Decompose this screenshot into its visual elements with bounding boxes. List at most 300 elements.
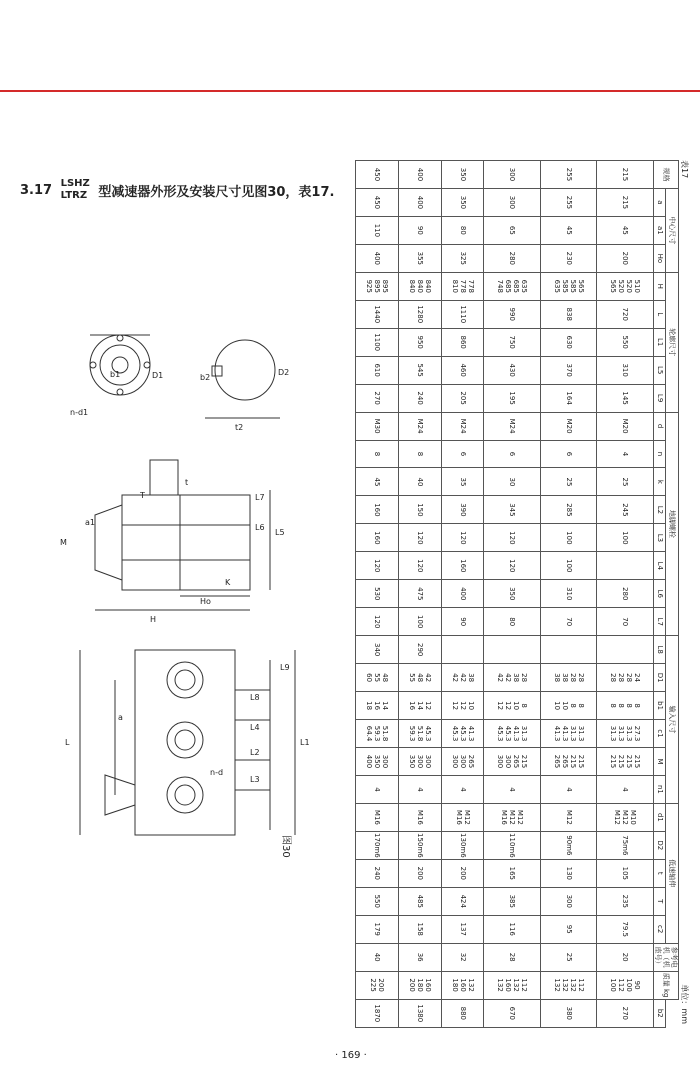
cell-value: 810: [450, 279, 459, 293]
cell-value: M12: [508, 809, 517, 825]
cell-d2: 130m6: [441, 831, 484, 859]
cell-l4: 120: [398, 552, 441, 580]
cell-value: 685: [504, 279, 513, 293]
cell-l3: 160: [356, 524, 399, 552]
cell-value: 31.3: [576, 725, 585, 742]
group-bolts: 地脚螺栓: [666, 412, 679, 636]
cell-l6: 350: [484, 580, 541, 608]
cell-n: 6: [484, 440, 541, 468]
cell-l9: 164: [540, 384, 597, 412]
cell-a: 215: [597, 188, 654, 216]
cell-l1: 630: [540, 328, 597, 356]
cell-a1: 45: [597, 216, 654, 244]
col-b2: b2: [654, 999, 667, 1027]
cell-spec: 350: [441, 161, 484, 189]
cell-ho: 200: [597, 244, 654, 272]
cell-mass: 270: [597, 999, 654, 1027]
cell-l4: 120: [356, 552, 399, 580]
cell-value: 59.3: [407, 725, 416, 742]
table-body: [356, 161, 654, 1028]
spec-table: [355, 160, 679, 1028]
cell-value: 520: [617, 279, 626, 293]
cell-value: 31.3: [520, 725, 529, 742]
cell-mass: 1380: [398, 999, 441, 1027]
cell-l6: 400: [441, 580, 484, 608]
cell-d1: [398, 664, 441, 692]
cell-value: 215: [576, 754, 585, 769]
cell-value: M10: [629, 809, 638, 825]
cell-value: 45.3: [450, 725, 459, 742]
cell-value: 31.3: [625, 725, 634, 742]
cell-b2: 20: [597, 943, 654, 971]
col-m: M: [654, 748, 667, 776]
cell-value: 45.3: [496, 725, 505, 742]
col-motor: 参考电机（机座号）: [654, 943, 679, 971]
label-L6: L6: [255, 523, 265, 532]
cell-value: 160: [504, 978, 513, 992]
cell-b1: [356, 692, 399, 720]
cell-value: 45.3: [504, 725, 513, 742]
cell-l3: 120: [441, 524, 484, 552]
cell-value: 265: [466, 754, 475, 769]
cell-l9: 270: [356, 384, 399, 412]
cell-value: M12: [621, 809, 630, 825]
cell-motor: [597, 971, 654, 999]
cell-value: 28: [576, 673, 585, 683]
col-d1: d1: [654, 803, 667, 831]
cell-l4: 120: [484, 552, 541, 580]
column-header-row: [654, 161, 667, 1028]
cell-value: 215: [609, 754, 618, 769]
cell-value: 42: [450, 673, 459, 683]
cell-spec: 300: [484, 161, 541, 189]
cell-d2: 110m6: [484, 831, 541, 859]
cell-b2: 32: [441, 943, 484, 971]
cell-t: 385: [484, 887, 541, 915]
cell-ho: 400: [356, 244, 399, 272]
cell-ho: 325: [441, 244, 484, 272]
cell-value: 28: [609, 673, 618, 683]
cell-value: 12: [450, 701, 459, 711]
cell-value: 132: [560, 978, 569, 992]
cell-l5: 370: [540, 356, 597, 384]
cell-value: 38: [512, 673, 521, 683]
cell-value: 925: [364, 279, 373, 293]
cell-l7: 90: [441, 608, 484, 636]
cell-t: 240: [356, 859, 399, 887]
figure-30: [40, 320, 340, 880]
col-l: L: [654, 300, 667, 328]
cell-t: 130: [540, 859, 597, 887]
cell-value: 8: [633, 703, 642, 708]
cell-a: 255: [540, 188, 597, 216]
label-L2: L2: [250, 748, 260, 757]
cell-m: [597, 748, 654, 776]
cell-value: 132: [512, 978, 521, 992]
cell-c1: [484, 720, 541, 748]
cell-value: 215: [633, 754, 642, 769]
cell-value: 778: [466, 279, 475, 293]
cell-value: 225: [368, 978, 377, 992]
cell-value: 28: [617, 673, 626, 683]
cell-l9: 205: [441, 384, 484, 412]
cell-l9: 240: [398, 384, 441, 412]
cell-h: [484, 272, 541, 300]
cell-value: 41.3: [552, 725, 561, 742]
cell-motor: [484, 971, 541, 999]
cell-value: M16: [500, 809, 509, 825]
cell-l5: 610: [356, 356, 399, 384]
cell-k: 35: [441, 468, 484, 496]
cell-b1: [597, 692, 654, 720]
cell-b1: [484, 692, 541, 720]
table-17-wrapper: [362, 160, 692, 1028]
cell-l3: 120: [398, 524, 441, 552]
cell-motor: [398, 971, 441, 999]
cell-n1: 4: [441, 775, 484, 803]
col-mass: 质量 kg: [654, 971, 679, 999]
cell-ho: 230: [540, 244, 597, 272]
label-L9: L9: [280, 663, 290, 672]
cell-value: 12: [458, 701, 467, 711]
cell-d1: [484, 803, 541, 831]
cell-l5: 460: [441, 356, 484, 384]
cell-value: 42: [458, 673, 467, 683]
cell-k: 25: [597, 468, 654, 496]
cell-value: M12: [613, 809, 622, 825]
cell-n: 6: [441, 440, 484, 468]
cell-value: 51.8: [380, 725, 389, 742]
cell-c1: [441, 720, 484, 748]
cell-d1: [597, 803, 654, 831]
cell-t: 485: [398, 887, 441, 915]
cell-a1: 80: [441, 216, 484, 244]
cell-t: 165: [484, 859, 541, 887]
cell-spec: 215: [597, 161, 654, 189]
cell-value: 8: [520, 703, 529, 708]
label-L7: L7: [255, 493, 265, 502]
cell-value: 215: [617, 754, 626, 769]
cell-l7: 80: [484, 608, 541, 636]
cell-value: 112: [520, 978, 529, 992]
cell-value: 215: [568, 754, 577, 769]
cell-value: 59.3: [372, 725, 381, 742]
cell-value: 180: [415, 978, 424, 992]
col-d: d: [654, 412, 667, 440]
cell-n: 8: [356, 440, 399, 468]
cell-value: 28: [568, 673, 577, 683]
cell-d2: 150m6: [398, 831, 441, 859]
table-17-rotated: [362, 160, 692, 1028]
col-d2: D2: [654, 831, 667, 859]
col-t: t: [654, 859, 667, 887]
cell-value: 510: [633, 279, 642, 293]
cell-value: 45.3: [458, 725, 467, 742]
cell-value: 778: [458, 279, 467, 293]
cell-l1: 750: [484, 328, 541, 356]
cell-d1: [441, 664, 484, 692]
cell-value: 12: [496, 701, 505, 711]
model-names: [61, 178, 90, 202]
cell-d2: 170m6: [356, 831, 399, 859]
col-a: a: [654, 188, 667, 216]
cell-value: 215: [625, 754, 634, 769]
col-k: k: [654, 468, 667, 496]
cell-a: 350: [441, 188, 484, 216]
table-unit: 单位：mm: [680, 984, 689, 1024]
cell-value: 48: [415, 673, 424, 683]
label-Ho: Ho: [200, 597, 211, 606]
cell-n: 4: [597, 440, 654, 468]
cell-value: 55: [407, 673, 416, 683]
col-h: H: [654, 272, 667, 300]
header-red-line: [0, 90, 700, 92]
cell-l2: 345: [484, 496, 541, 524]
cell-t: 200: [398, 859, 441, 887]
cell-mass: 880: [441, 999, 484, 1027]
label-D1: D1: [152, 371, 164, 380]
cell-d2: 90m6: [540, 831, 597, 859]
cell-value: 635: [552, 279, 561, 293]
col-n1: n1: [654, 775, 667, 803]
cell-value: 38: [560, 673, 569, 683]
cell-l8: [484, 636, 541, 664]
table-row: [441, 161, 484, 1028]
cell-h: [441, 272, 484, 300]
cell-value: 38: [552, 673, 561, 683]
group-center: 中心尺寸: [666, 188, 679, 272]
cell-c1: [597, 720, 654, 748]
cell-value: 55: [372, 673, 381, 683]
label-a1: a1: [85, 518, 95, 527]
cell-value: 200: [376, 978, 385, 992]
cell-d: M30: [356, 412, 399, 440]
cell-value: 18: [364, 701, 373, 711]
col-d1: D1: [654, 664, 667, 692]
cell-m: [540, 748, 597, 776]
label-T: T: [140, 491, 145, 500]
cell-n1: 4: [597, 775, 654, 803]
cell-value: 565: [576, 279, 585, 293]
label-nd: n-d: [210, 768, 224, 777]
cell-l5: 545: [398, 356, 441, 384]
cell-l4: 160: [441, 552, 484, 580]
cell-c2: 179: [356, 915, 399, 943]
cell-motor: [540, 971, 597, 999]
cell-value: 160: [458, 978, 467, 992]
cell-l6: 475: [398, 580, 441, 608]
cell-l3: 120: [484, 524, 541, 552]
cell-b2: 40: [356, 943, 399, 971]
cell-value: 16: [407, 701, 416, 711]
cell-value: M12: [516, 809, 525, 825]
cell-l4: 100: [540, 552, 597, 580]
cell-value: 132: [568, 978, 577, 992]
cell-l: 990: [484, 300, 541, 328]
cell-value: 685: [512, 279, 521, 293]
cell-l: 1280: [398, 300, 441, 328]
cell-l1: 860: [441, 328, 484, 356]
col-l6: L6: [654, 580, 667, 608]
cell-value: 8: [617, 703, 626, 708]
cell-n1: 4: [484, 775, 541, 803]
cell-spec: 400: [398, 161, 441, 189]
label-t2: t2: [235, 423, 244, 432]
col-l3: L3: [654, 524, 667, 552]
table-row: [398, 161, 441, 1028]
col-l4: L4: [654, 552, 667, 580]
table-row: [540, 161, 597, 1028]
cell-l7: 120: [356, 608, 399, 636]
cell-k: 40: [398, 468, 441, 496]
cell-l1: 550: [597, 328, 654, 356]
cell-mass: 1870: [356, 999, 399, 1027]
cell-spec: 255: [540, 161, 597, 189]
table-row: [356, 161, 399, 1028]
cell-value: 31.3: [617, 725, 626, 742]
cell-c2: 116: [484, 915, 541, 943]
cell-value: 8: [576, 703, 585, 708]
cell-value: M16: [454, 809, 463, 825]
cell-value: 895: [380, 279, 389, 293]
cell-n1: 4: [398, 775, 441, 803]
cell-d: M20: [540, 412, 597, 440]
label-nd1: n-d1: [70, 408, 89, 417]
page-number: · 169 ·: [335, 1050, 367, 1061]
cell-h: [356, 272, 399, 300]
cell-motor: [441, 971, 484, 999]
cell-ho: 355: [398, 244, 441, 272]
heading-text: 型减速器外形及安装尺寸见图30，表17.: [98, 184, 335, 200]
cell-l2: 285: [540, 496, 597, 524]
cell-value: 12: [504, 701, 513, 711]
cell-value: 300: [504, 754, 513, 769]
cell-t: 300: [540, 887, 597, 915]
cell-l9: 145: [597, 384, 654, 412]
cell-l1: 1100: [356, 328, 399, 356]
label-b2: b2: [200, 373, 211, 382]
cell-mass: 380: [540, 999, 597, 1027]
cell-l2: 150: [398, 496, 441, 524]
cell-l: 1110: [441, 300, 484, 328]
cell-value: 300: [496, 754, 505, 769]
col-c2: c2: [654, 915, 667, 943]
cell-m: [441, 748, 484, 776]
cell-a: 300: [484, 188, 541, 216]
cell-l8: 340: [356, 636, 399, 664]
cell-c1: [356, 720, 399, 748]
cell-motor: [356, 971, 399, 999]
cell-l8: [441, 636, 484, 664]
cell-value: 350: [407, 754, 416, 769]
cell-value: 41.3: [466, 725, 475, 742]
table-row: [597, 161, 654, 1028]
cell-value: 8: [568, 703, 577, 708]
cell-value: 300: [458, 754, 467, 769]
cell-value: 28: [625, 673, 634, 683]
cell-t: 235: [597, 887, 654, 915]
col-b1: b1: [654, 692, 667, 720]
cell-value: 31.3: [568, 725, 577, 742]
cell-value: 585: [568, 279, 577, 293]
cell-value: 64.4: [364, 725, 373, 742]
section-heading: [20, 178, 334, 202]
cell-c2: 137: [441, 915, 484, 943]
model-top: LSHZ: [60, 178, 90, 189]
cell-l2: 390: [441, 496, 484, 524]
cell-b1: [398, 692, 441, 720]
cell-value: 41.3: [512, 725, 521, 742]
cell-b2: 28: [484, 943, 541, 971]
cell-value: 45.3: [423, 725, 432, 742]
cell-k: 30: [484, 468, 541, 496]
cell-value: 400: [364, 754, 373, 769]
cell-value: 895: [372, 279, 381, 293]
cell-l1: 950: [398, 328, 441, 356]
col-l1: L1: [654, 328, 667, 356]
col-n: n: [654, 440, 667, 468]
cell-h: [398, 272, 441, 300]
cell-n1: 4: [540, 775, 597, 803]
col-l2: L2: [654, 496, 667, 524]
cell-d1: [356, 664, 399, 692]
cell-t: 200: [441, 859, 484, 887]
cell-c1: [398, 720, 441, 748]
cell-l7: 70: [597, 608, 654, 636]
cell-l8: 290: [398, 636, 441, 664]
col-a1: a1: [654, 216, 667, 244]
cell-value: 12: [423, 701, 432, 711]
cell-n1: 4: [356, 775, 399, 803]
drawing-svg: [40, 320, 340, 880]
cell-value: 51.8: [415, 725, 424, 742]
cell-l4: [597, 552, 654, 580]
cell-d: M20: [597, 412, 654, 440]
cell-value: 42: [423, 673, 432, 683]
label-L3: L3: [250, 775, 260, 784]
cell-b2: 25: [540, 943, 597, 971]
cell-spec: 450: [356, 161, 399, 189]
cell-m: [356, 748, 399, 776]
cell-value: 10: [466, 701, 475, 711]
cell-l7: 100: [398, 608, 441, 636]
cell-b2: 36: [398, 943, 441, 971]
cell-l6: 280: [597, 580, 654, 608]
col-l5: L5: [654, 356, 667, 384]
cell-d: M24: [484, 412, 541, 440]
cell-a1: 110: [356, 216, 399, 244]
cell-value: 132: [552, 978, 561, 992]
cell-l9: 195: [484, 384, 541, 412]
label-K: K: [225, 578, 231, 587]
cell-value: 100: [609, 978, 618, 992]
cell-d1: [540, 803, 597, 831]
cell-a1: 90: [398, 216, 441, 244]
label-H: H: [150, 615, 157, 624]
cell-d: M24: [441, 412, 484, 440]
label-b1: b1: [110, 370, 121, 379]
cell-value: 90: [633, 980, 642, 990]
cell-value: 565: [609, 279, 618, 293]
cell-c2: 79.5: [597, 915, 654, 943]
cell-ho: 280: [484, 244, 541, 272]
cell-value: 350: [372, 754, 381, 769]
cell-value: 48: [380, 673, 389, 683]
cell-a: 400: [398, 188, 441, 216]
cell-value: 160: [423, 978, 432, 992]
cell-value: 180: [450, 978, 459, 992]
cell-value: 300: [380, 754, 389, 769]
